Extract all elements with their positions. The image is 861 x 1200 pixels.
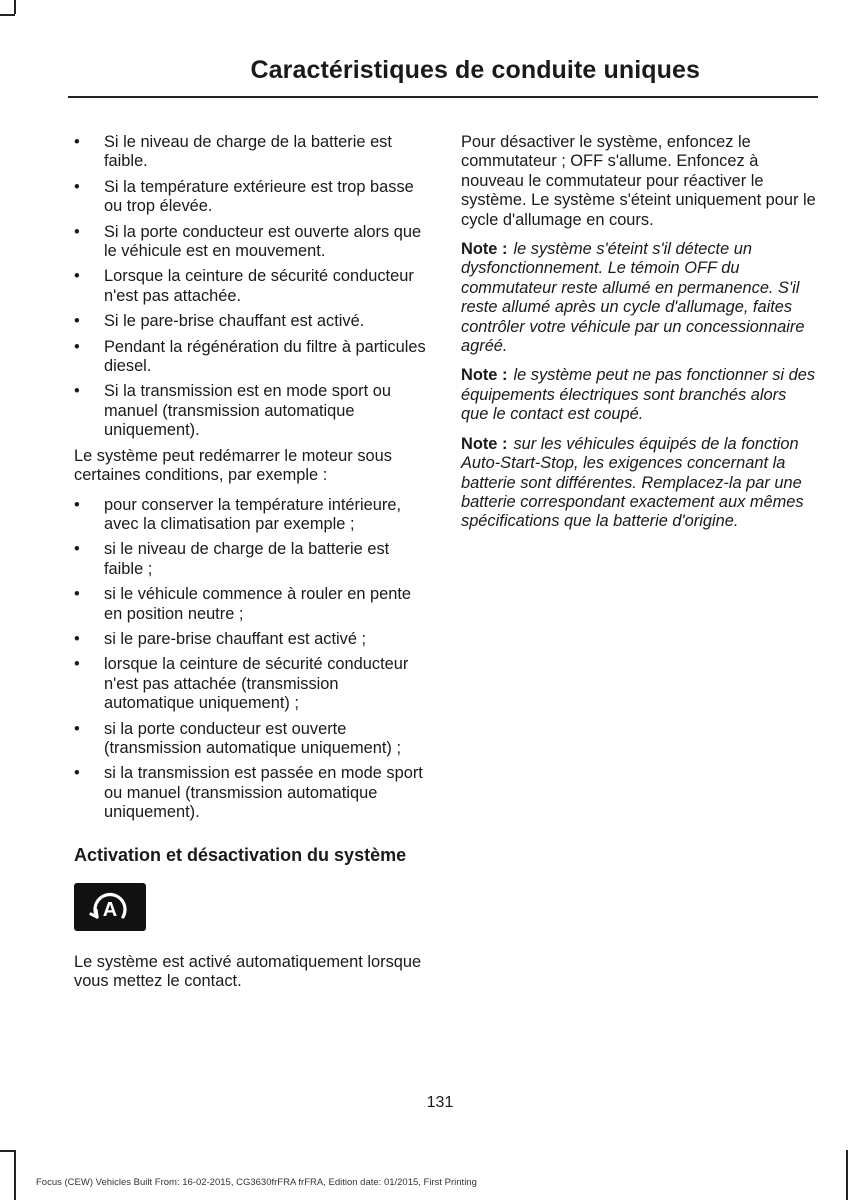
- list-item: • Si le niveau de charge de la batterie est faible.: [74, 133, 392, 171]
- note-text: le système peut ne pas fonctionner si des équipements électriques sont branchés alors que le contact est coupé.: [461, 366, 816, 424]
- activation-text: Le système est activé automatiquement lorsque vous mettez le contact.: [74, 952, 422, 990]
- list-item: • si le niveau de charge de la batterie est faible ;: [74, 540, 390, 578]
- list-item: • Si la transmission est en mode sport ou manuel (transmission automatique uniquement).: [74, 382, 391, 440]
- list-item: • lorsque la ceinture de sécurité conducteur n'est pas attachée (transmission automatique uniquement) ;: [74, 655, 409, 713]
- list-item: • si la porte conducteur est ouverte (transmission automatique uniquement) ;: [74, 719, 402, 757]
- icon-letter: A: [102, 898, 118, 921]
- page-title: Caractéristiques de conduite uniques: [250, 56, 700, 84]
- crop-mark-bottom-right: [846, 1150, 848, 1200]
- note: [461, 240, 817, 356]
- deactivate-text: Pour désactiver le système, enfoncez le commutateur ; OFF s'allume. Enfoncez à nouveau le commutateur pour réactiver le système. Le système s'éteint uniquement pour le cycle d'allumage en cours.: [461, 133, 816, 229]
- list-item: • Lorsque la ceinture de sécurité conducteur n'est pas attachée.: [74, 267, 414, 305]
- crop-mark-top-left: [14, 0, 16, 14]
- crop-mark-bottom-left: [14, 1150, 16, 1200]
- note-label: Note :: [461, 434, 508, 453]
- auto-start-stop-symbol: [88, 887, 132, 927]
- note-label: Note :: [461, 240, 508, 259]
- list-item: • si le véhicule commence à rouler en pente en position neutre ;: [74, 585, 412, 623]
- footer-text: Focus (CEW) Vehicles Built From: 16-02-2015, CG3630frFRA frFRA, Edition date: 01/2015, First Printing: [36, 1177, 477, 1188]
- crop-mark-bottom-left-h: [0, 1150, 15, 1152]
- auto-start-stop-icon: [74, 883, 146, 931]
- crop-mark-top-left-h: [0, 14, 15, 16]
- list-item: • Pendant la régénération du filtre à particules diesel.: [74, 337, 426, 376]
- stop-conditions-list: [74, 133, 430, 441]
- note: [461, 435, 817, 532]
- list-item: • si le pare-brise chauffant est activé ;: [74, 629, 367, 648]
- note-label: Note :: [461, 366, 508, 385]
- list-item: • Si la porte conducteur est ouverte alors que le véhicule est en mouvement.: [74, 222, 422, 261]
- note-text: sur les véhicules équipés de la fonction Auto-Start-Stop, les exigences concernant la batterie sont différentes. Remplacez-la par une batterie correspondant exactement aux mêmes spécifications que la batterie d'origine.: [461, 434, 804, 531]
- note: [461, 366, 817, 424]
- list-item: • pour conserver la température intérieure, avec la climatisation par exemple ;: [74, 495, 402, 533]
- left-column: [74, 133, 430, 1001]
- note-text: le système s'éteint s'il détecte un dysfonctionnement. Le témoin OFF du commutateur reste allumé en permanence. S'il reste allumé après un cycle d'allumage, faites contrôler votre véhicule par un concessionnaire agréé.: [461, 240, 805, 356]
- right-column: [461, 133, 817, 542]
- list-item: • Si la température extérieure est trop basse ou trop élevée.: [74, 177, 414, 216]
- title-divider: [68, 96, 818, 98]
- page-number: 131: [426, 1094, 454, 1111]
- section-heading: Activation et désactivation du système: [74, 844, 407, 865]
- restart-intro: Le système peut redémarrer le moteur sous certaines conditions, par exemple :: [74, 446, 392, 485]
- list-item: • Si le pare-brise chauffant est activé.: [74, 312, 365, 331]
- list-item: • si la transmission est passée en mode sport ou manuel (transmission automatique uniquement).: [74, 764, 423, 822]
- restart-conditions-list: [74, 496, 430, 823]
